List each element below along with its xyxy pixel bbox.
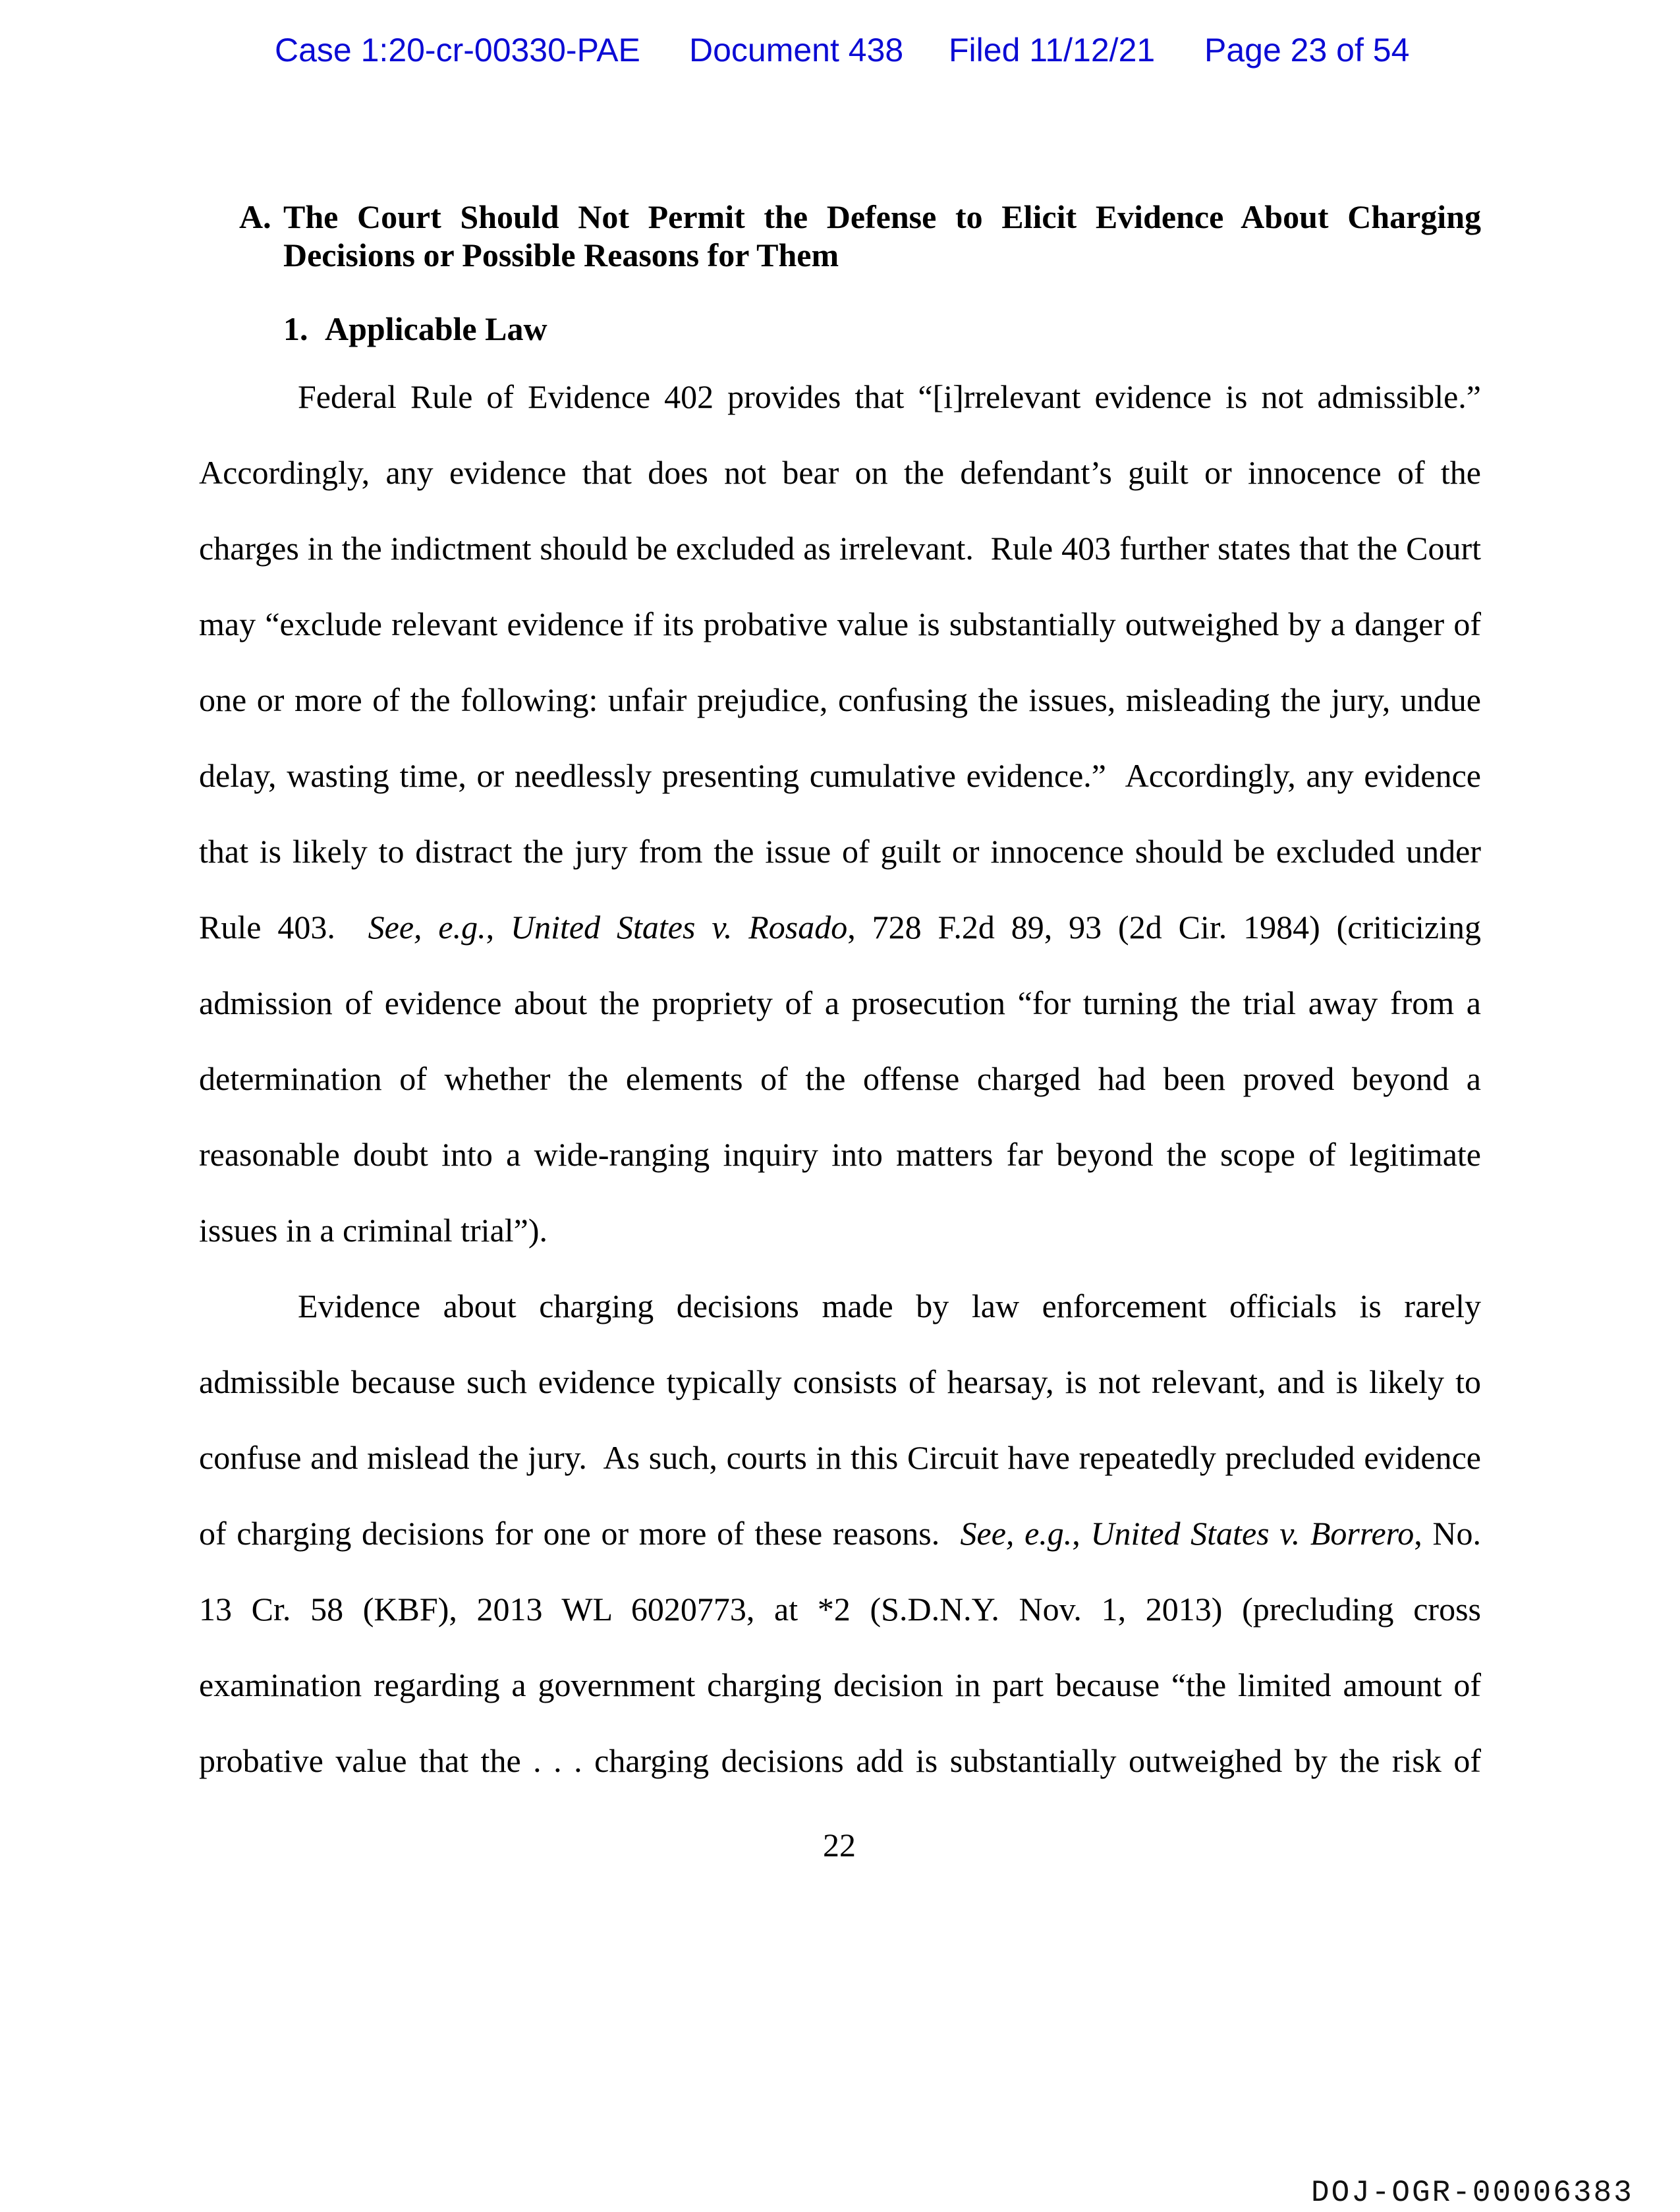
text-run: examination regarding a government charging decision in part because “the limited amount of [199,1666,1481,1703]
text-run: , 728 F.2d 89, 93 (2d Cir. 1984) (criticizing [847,909,1482,946]
body-text-line [199,1665,1481,1705]
body-text-line [199,1514,1481,1553]
text-run: may “exclude relevant evidence if its probative value is substantially outweighed by a danger of [199,606,1481,642]
body-text-line [199,832,1481,871]
text-run: reasonable doubt into a wide-ranging inquiry into matters far beyond the scope of legitimate [199,1136,1481,1173]
body-text-line [199,680,1481,720]
case-number: Case 1:20-cr-00330-PAE [275,32,640,69]
subsection-number: 1. [283,310,308,347]
text-run: of charging decisions for one or more of these reasons. [199,1515,961,1552]
text-run: admission of evidence about the propriety of a prosecution “for turning the trial away from a [199,984,1481,1021]
text-run: delay, wasting time, or needlessly presenting cumulative evidence.” Accordingly, any evidence [199,757,1481,794]
text-run: probative value that the . . . charging decisions add is substantially outweighed by the risk of [199,1742,1481,1779]
text-run: Federal Rule of Evidence 402 provides that “[i]rrelevant evidence is not admissible.” [298,378,1481,415]
body-text-line [298,1286,1481,1326]
body-text-line [199,604,1481,644]
text-run: determination of whether the elements of the offense charged had been proved beyond a [199,1060,1481,1097]
body-text-line [199,1589,1481,1629]
body-text-line [199,1362,1481,1402]
text-run: confuse and mislead the jury. As such, courts in this Circuit have repeatedly precluded evidence [199,1439,1481,1476]
text-run: charges in the indictment should be excluded as irrelevant. Rule 403 further states that the Court [199,530,1481,567]
text-run: , No. [1414,1515,1482,1552]
body-text-line [199,1210,1481,1250]
page-of-total: Page 23 of 54 [1204,32,1410,69]
text-run: issues in a criminal trial”). [199,1212,548,1249]
text-run: Evidence about charging decisions made by law enforcement officials is rarely [298,1288,1481,1324]
text-run: Rule 403. [199,909,368,946]
text-run: , [1072,1515,1091,1552]
body-text-line [199,907,1481,947]
citation-italic: See, e.g. [368,909,486,946]
body-text-line [199,453,1481,492]
body-text-line [199,756,1481,795]
section-label: A. [239,198,271,235]
text-run: 13 Cr. 58 (KBF), 2013 WL 6020773, at *2 (S.D.N.Y. Nov. 1, 2013) (precluding cross [199,1591,1481,1628]
document-number: Document 438 [689,32,904,69]
body-text-line [199,528,1481,568]
bates-stamp: DOJ-OGR-00006383 [1311,2176,1634,2210]
citation-italic: United States v. Borrero [1090,1515,1414,1552]
body-text-line [298,377,1481,416]
citation-italic: See, e.g. [960,1515,1073,1552]
page-number: 22 [823,1827,856,1863]
text-run: admissible because such evidence typically consists of hearsay, is not relevant, and is likely to [199,1363,1481,1400]
body-text-line [199,983,1481,1023]
text-run: , [486,909,511,946]
text-run: that is likely to distract the jury from the issue of guilt or innocence should be excluded under [199,833,1481,870]
section-heading-line-2: Decisions or Possible Reasons for Them [283,237,839,273]
text-run: one or more of the following: unfair prejudice, confusing the issues, misleading the jury, undue [199,681,1481,718]
citation-italic: United States v. Rosado [511,909,848,946]
body-text-line [199,1741,1481,1780]
text-run: Accordingly, any evidence that does not bear on the defendant’s guilt or innocence of the [199,454,1481,491]
body-text-line [199,1438,1481,1477]
ecf-filing-header [0,30,1680,70]
section-heading-line-1: The Court Should Not Permit the Defense to Elicit Evidence About Charging [283,198,1481,235]
subsection-title: Applicable Law [325,310,547,347]
body-text-line [199,1059,1481,1098]
filed-date: Filed 11/12/21 [949,32,1156,69]
body-text-line [199,1135,1481,1174]
